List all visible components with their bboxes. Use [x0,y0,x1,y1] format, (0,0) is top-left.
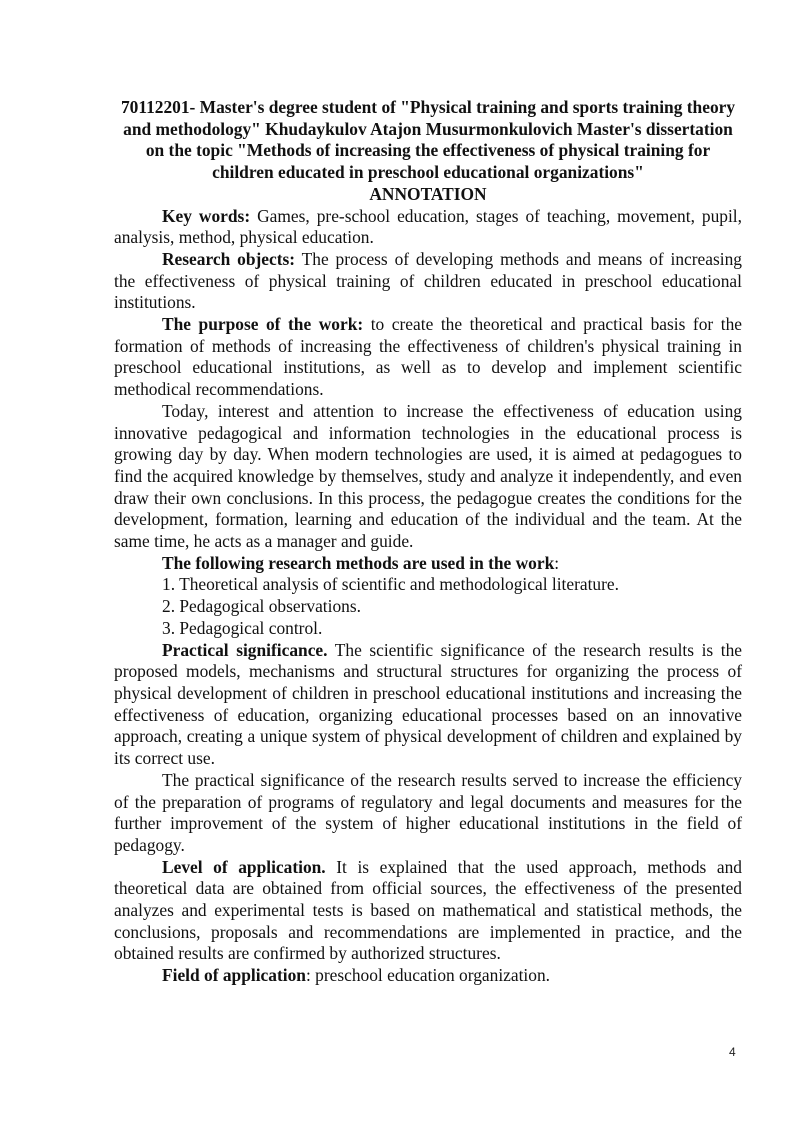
level-of-application-text: It is explained that the used approach, methods and theoretical data are obtained from official sources, the effectiveness of the presented analyzes and experimental tests is based on mathematical and statistical methods, the conclusions, proposals and recommendations are implemented in practice, and the obtained results are confirmed by authorized structures. [114,856,742,964]
methods-heading [114,553,742,575]
annotation-heading: ANNOTATION [369,183,487,204]
research-objects-paragraph [114,249,742,314]
purpose-text: to create the theoretical and practical basis for the formation of methods of increasing the effectiveness of children's physical training in preschool educational institutions, as well as to develop and implement scientific methodical recommendations. [114,314,742,400]
keywords-paragraph [114,206,742,249]
methods-colon: : [554,552,560,573]
page-number: 4 [729,1045,736,1059]
purpose-paragraph [114,314,742,401]
intro-paragraph: Today, interest and attention to increase the effectiveness of education using innovative pedagogical and information technologies in the educational process is growing day by day. When modern technologies are used, it is aimed at pedagogues to find the acquired knowledge by themselves, study and analyze it independently, and even draw their own conclusions. In this process, the pedagogue creates the conditions for the development, formation, learning and education of the individual and the team. At the same time, he acts as a manager and guide. [114,400,742,552]
field-of-application-text: : preschool education organization. [305,965,551,986]
practical-significance-text: The scientific significance of the research results is the proposed models, mechanisms and structural structures for organizing the process of physical development of children in preschool educational institutions and increasing the effectiveness of education, organizing educational processes based on an innovative approach, creating a unique system of physical development of children and explained by its correct use. [114,639,743,769]
method-item: 3. Pedagogical control. [162,617,323,638]
method-item: 1. Theoretical analysis of scientific and methodological literature. [162,574,619,595]
practical-significance-paragraph [114,640,742,770]
research-objects-text: The process of developing methods and means of increasing the effectiveness of physical training of children educated in preschool educational institutions. [114,248,742,313]
research-objects-label: Research objects: [162,248,296,269]
field-of-application-paragraph [114,965,742,987]
method-item: 2. Pedagogical observations. [162,596,361,617]
field-of-application-label: Field of application [162,965,306,986]
level-of-application-label: Level of application. [162,856,326,877]
level-of-application-paragraph [114,857,742,966]
purpose-label: The purpose of the work: [162,314,364,335]
keywords-label: Key words: [162,205,251,226]
document-page [114,97,742,987]
methods-label: The following research methods are used in the work [162,552,555,573]
document-title: 70112201- Master's degree student of "Physical training and sports training theory and methodology" Khudaykulov Atajon Musurmonkulovich Master's dissertation on the topic "Methods of increasing the effectiveness of physical training for children educated in preschool educational organizations" [120,97,736,183]
practical-significance-paragraph-2: The practical significance of the research results served to increase the efficiency of the preparation of programs of regulatory and legal documents and measures for the further improvement of the system of higher educational institutions in the field of pedagogy. [114,769,742,855]
keywords-text: Games, pre-school education, stages of teaching, movement, pupil, analysis, method, physical education. [114,205,742,248]
practical-significance-label: Practical significance. [162,639,328,660]
